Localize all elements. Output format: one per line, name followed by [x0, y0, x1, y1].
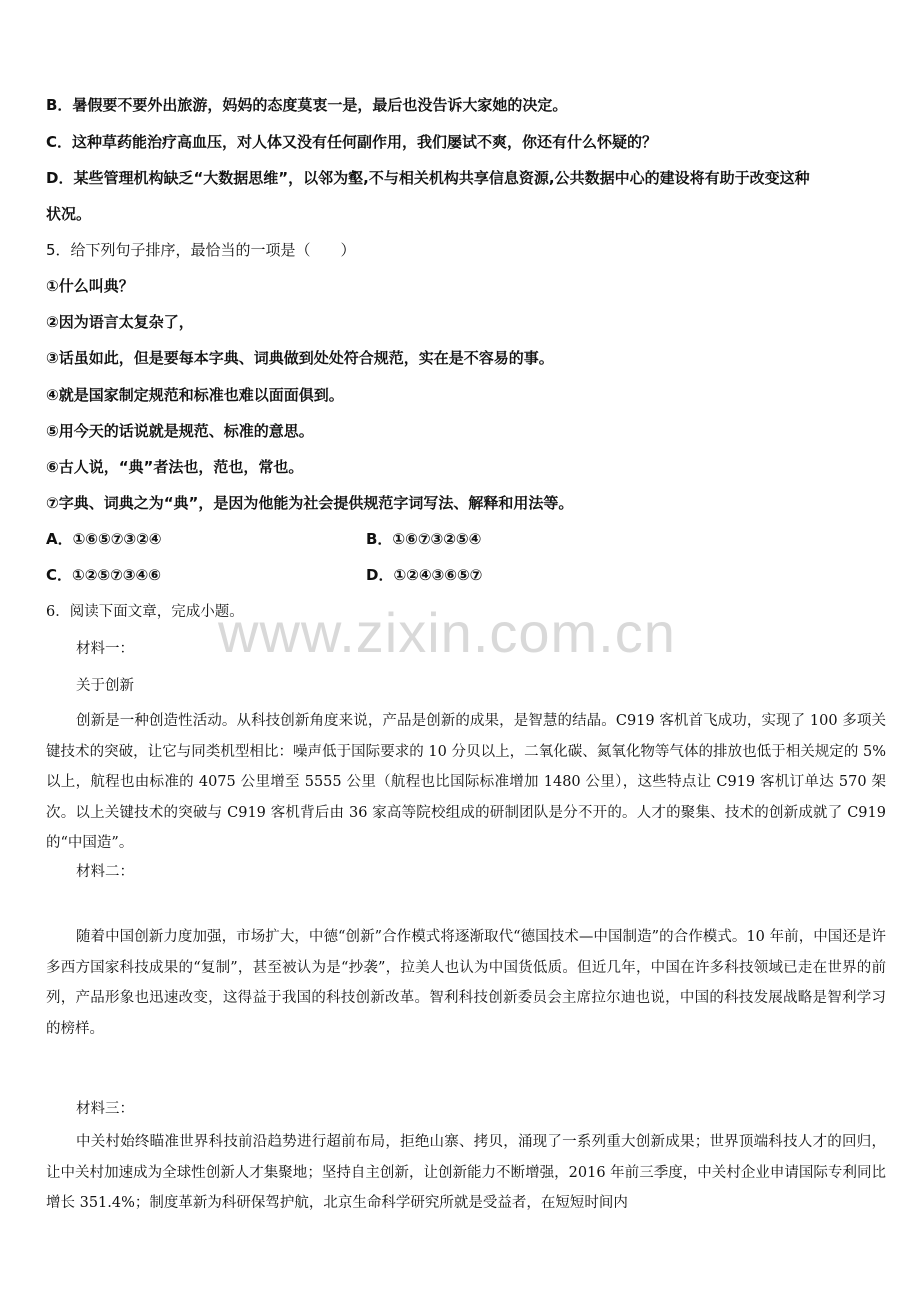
material2-label: 材料二： [76, 864, 134, 880]
q4-option-d-line2: 状况。 [46, 205, 92, 223]
q5-sentence-7: ⑦字典、词典之为“典”，是因为他能为社会提供规范字词写法、解释和用法等。 [46, 494, 574, 512]
q6-stem: 6．阅读下面文章，完成小题。 [46, 604, 244, 620]
q5-choice-c: C．①②⑤⑦③④⑥ [46, 566, 161, 584]
q4-option-c: C．这种草药能治疗高血压，对人体又没有任何副作用，我们屡试不爽，你还有什么怀疑的？ [46, 133, 658, 151]
material1-title: 关于创新 [76, 678, 134, 694]
q5-sentence-6: ⑥古人说，“典”者法也，范也，常也。 [46, 458, 304, 476]
material1-text: 创新是一种创造性活动。从科技创新角度来说，产品是创新的成果，是智慧的结晶。C919 客机首飞成功，实现了 100 多项关键技术的突破，让它与同类机型相比：噪声低于国际要求的 10 分贝以上，二氧化碳、氮氧化物等气体的排放也低于相关规定的 5%以上，航程也由标准的 4075 公里增至 5555 公里（航程也比国际标准增加 1480 公里），这些特点让 C919 客机订单达 570 架次。以上关键技术的突破与 C919 客机背后由 36 家高等院校组成的研制团队是分不开的。人才的聚集、技术的创新成就了 C919 的“中国造”。 [46, 713, 886, 851]
watermark: www.zixin.com.cn [218, 601, 676, 664]
material2-text: 随着中国创新力度加强，市场扩大，中德“创新”合作模式将逐渐取代“德国技术—中国制造”的合作模式。10 年前，中国还是许多西方国家科技成果的“复制”，甚至被认为是“抄袭”，拉美人也认为中国货低质。但近几年，中国在许多科技领域已走在世界的前列，产品形象也迅速改变，这得益于我国的科技创新改革。智利科技创新委员会主席拉尔迪也说，中国的科技发展战略是智利学习的榜样。 [46, 929, 886, 1037]
q5-stem: 5．给下列句子排序，最恰当的一项是（ ） [46, 241, 356, 259]
q5-choice-a: A．①⑥⑤⑦③②④ [46, 530, 162, 548]
q4-option-b: B．暑假要不要外出旅游，妈妈的态度莫衷一是，最后也没告诉大家她的决定。 [46, 96, 568, 114]
q5-choice-d: D．①②④③⑥⑤⑦ [366, 566, 483, 584]
q5-sentence-2: ②因为语言太复杂了， [46, 313, 194, 331]
q5-sentence-4: ④就是国家制定规范和标准也难以面面俱到。 [46, 386, 344, 404]
q5-sentence-1: ①什么叫典？ [46, 277, 134, 295]
q5-sentence-3: ③话虽如此，但是要每本字典、词典做到处处符合规范，实在是不容易的事。 [46, 349, 554, 367]
q4-option-d-line1: D．某些管理机构缺乏“大数据思维”，以邻为壑,不与相关机构共享信息资源,公共数据中心的建设将有助于改变这种 [46, 169, 810, 187]
material1-label: 材料一： [76, 641, 134, 657]
q5-sentence-5: ⑤用今天的话说就是规范、标准的意思。 [46, 422, 314, 440]
q5-choice-b: B．①⑥⑦③②⑤④ [366, 530, 482, 548]
material3-label: 材料三： [76, 1101, 134, 1117]
material3-text: 中关村始终瞄准世界科技前沿趋势进行超前布局，拒绝山寨、拷贝，涌现了一系列重大创新成果；世界顶端科技人才的回归，让中关村加速成为全球性创新人才集聚地；坚持自主创新，让创新能力不断增强，2016 年前三季度，中关村企业申请国际专利同比增长 351.4%；制度革新为科研保驾护航，北京生命科学研究所就是受益者，在短短时间内 [46, 1134, 886, 1211]
